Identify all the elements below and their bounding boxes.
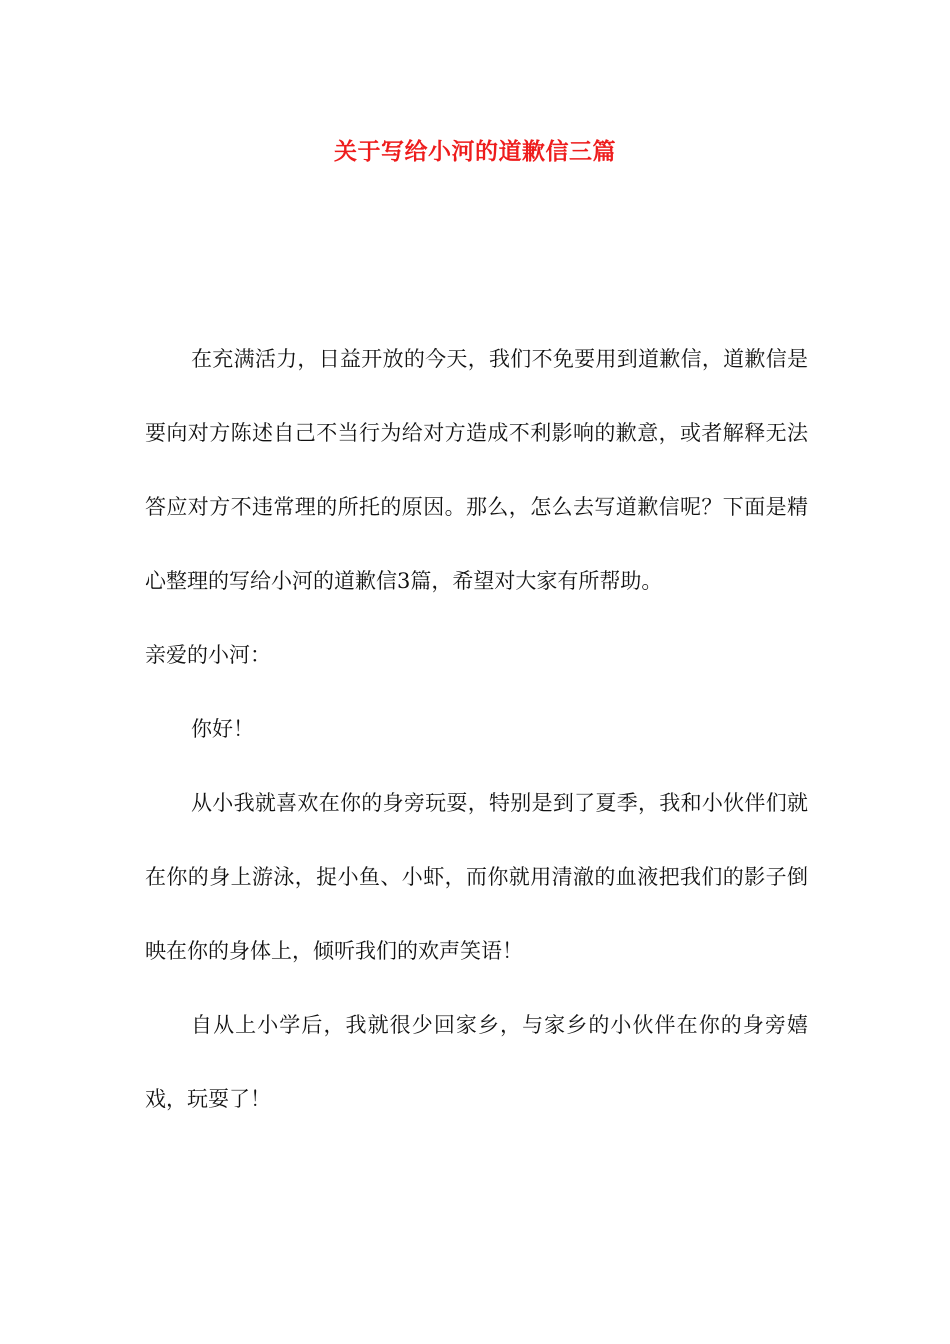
intro-paragraph: 在充满活力，日益开放的今天，我们不免要用到道歉信，道歉信是要向对方陈述自己不当行为给对方造成不利影响的歉意，或者解释无法答应对方不违常理的所托的原因。那么，怎么去写道歉信呢？下面是精心整理的写给小河的道歉信3篇，希望对大家有所帮助。 [145, 347, 808, 593]
body-paragraph: 自从上小学后，我就很少回家乡，与家乡的小伙伴在你的身旁嬉戏，玩耍了！ [145, 1013, 808, 1111]
body-paragraph: 从小我就喜欢在你的身旁玩耍，特别是到了夏季，我和小伙伴们就在你的身上游泳，捉小鱼、小虾，而你就用清澈的血液把我们的影子倒映在你的身体上，倾听我们的欢声笑语！ [145, 791, 808, 963]
salutation: 亲爱的小河： [145, 643, 271, 667]
document-title: 关于写给小河的道歉信三篇 [334, 138, 616, 165]
greeting: 你好！ [191, 717, 254, 741]
document-body [145, 322, 808, 1136]
